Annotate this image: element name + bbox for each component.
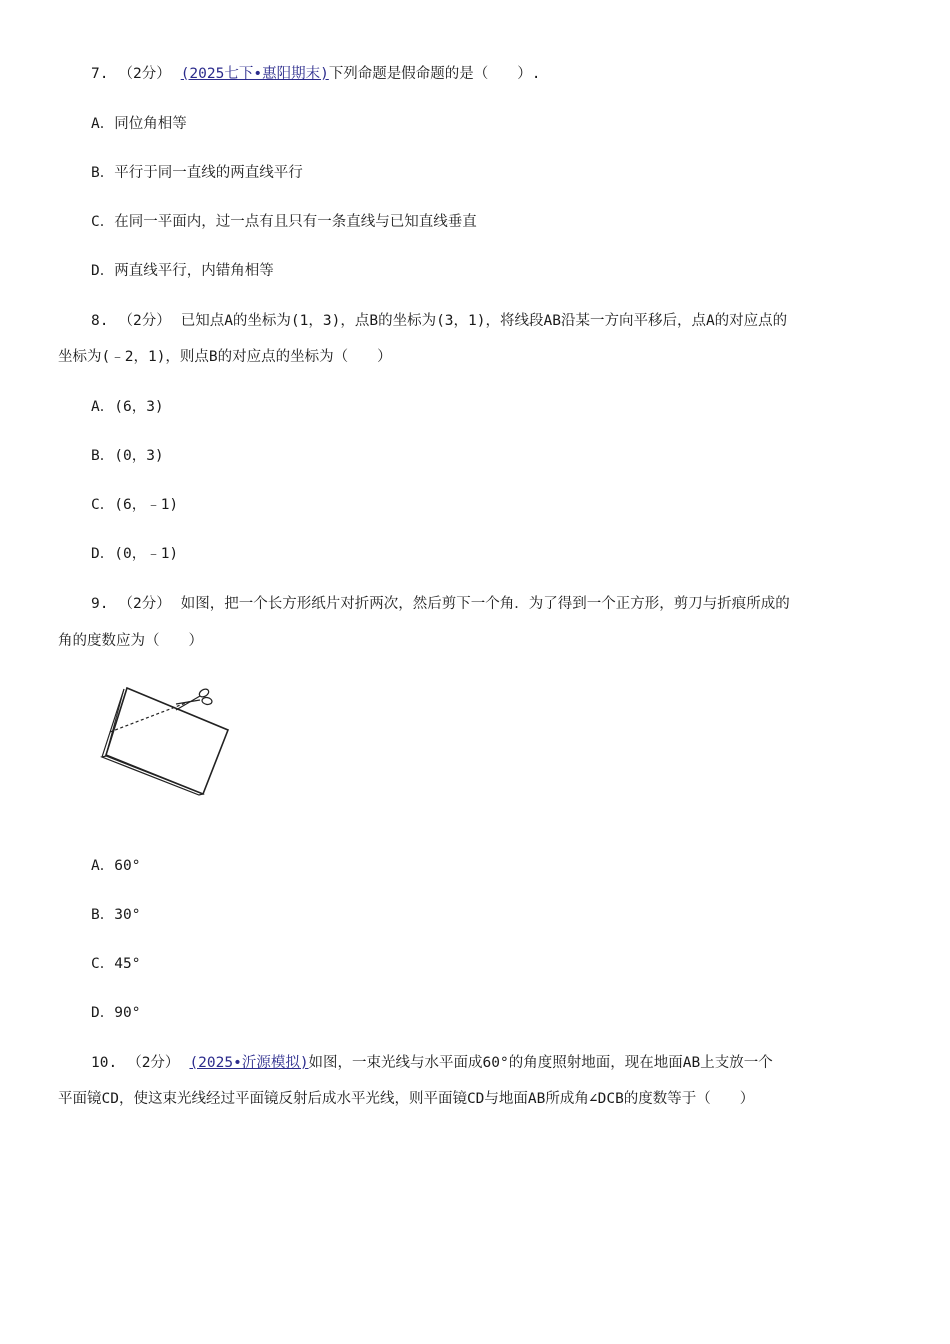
option-text: 30° <box>114 907 141 923</box>
option-text: 两直线平行，内错角相等 <box>114 263 274 279</box>
option-letter: D． <box>91 546 115 562</box>
folded-paper-scissors-figure <box>96 684 236 804</box>
option-text: 在同一平面内，过一点有且只有一条直线与已知直线垂直 <box>114 214 477 230</box>
option-text: 90° <box>114 1005 141 1021</box>
option-letter: A． <box>91 116 115 132</box>
option-text: (0，3) <box>114 448 164 464</box>
question-9-option-a <box>91 856 140 876</box>
question-number: 8. <box>91 313 109 329</box>
option-text: 平行于同一直线的两直线平行 <box>114 165 303 181</box>
question-7-option-d <box>91 261 274 281</box>
question-7-option-a <box>91 114 187 134</box>
option-text: 同位角相等 <box>114 116 187 132</box>
question-8-option-a <box>91 397 164 417</box>
question-source-link[interactable]: (2025七下•惠阳期末) <box>180 66 329 82</box>
question-text: 平面镜CD，使这束光线经过平面镜反射后成水平光线，则平面镜CD与地面AB所成角∠DCB的度数等于（ ） <box>58 1091 755 1107</box>
question-number: 9. <box>91 596 109 612</box>
option-letter: B． <box>91 907 115 923</box>
question-text: 坐标为(﹣2，1)，则点B的对应点的坐标为（ ） <box>58 349 392 365</box>
question-10-stem-line1 <box>91 1053 773 1073</box>
option-text: (0，﹣1) <box>114 546 179 562</box>
question-text: 下列命题是假命题的是（ ）. <box>328 66 541 82</box>
question-7-option-c <box>91 212 477 232</box>
option-letter: D． <box>91 1005 115 1021</box>
option-letter: C． <box>91 214 115 230</box>
option-text: 60° <box>114 858 141 874</box>
folded-paper-scissors-icon <box>96 684 236 804</box>
question-number: 10. <box>91 1055 118 1071</box>
question-7-option-b <box>91 163 303 183</box>
question-text: 如图，把一个长方形纸片对折两次，然后剪下一个角．为了得到一个正方形，剪刀与折痕所成的 <box>180 596 790 612</box>
question-number: 7. <box>91 66 109 82</box>
option-letter: B． <box>91 165 115 181</box>
question-text: 角的度数应为（ ） <box>58 633 203 649</box>
option-text: (6，﹣1) <box>114 497 179 513</box>
question-8-option-d <box>91 544 178 564</box>
question-10-stem-line2 <box>58 1089 754 1109</box>
question-9-stem-line2 <box>58 631 203 651</box>
question-8-stem-line2 <box>58 347 392 367</box>
question-7-stem <box>91 64 541 84</box>
option-text: 45° <box>114 956 141 972</box>
question-8-option-b <box>91 446 164 466</box>
option-letter: A． <box>91 399 115 415</box>
question-score: （2分） <box>118 596 171 612</box>
question-text: 已知点A的坐标为(1，3)，点B的坐标为(3，1)，将线段AB沿某一方向平移后，点A的对应点的 <box>180 313 788 329</box>
question-text: 如图，一束光线与水平面成60°的角度照射地面，现在地面AB上支放一个 <box>308 1055 773 1071</box>
option-letter: D． <box>91 263 115 279</box>
question-9-option-b <box>91 905 140 925</box>
question-8-stem-line1 <box>91 311 787 331</box>
question-9-option-c <box>91 954 140 974</box>
question-9-option-d <box>91 1003 140 1023</box>
option-text: (6，3) <box>114 399 164 415</box>
question-source-link[interactable]: (2025•沂源模拟) <box>189 1055 309 1071</box>
question-score: （2分） <box>127 1055 180 1071</box>
question-8-option-c <box>91 495 178 515</box>
question-9-stem-line1 <box>91 594 790 614</box>
question-score: （2分） <box>118 313 171 329</box>
option-letter: C． <box>91 497 115 513</box>
option-letter: B． <box>91 448 115 464</box>
option-letter: C． <box>91 956 115 972</box>
option-letter: A． <box>91 858 115 874</box>
question-score: （2分） <box>118 66 171 82</box>
